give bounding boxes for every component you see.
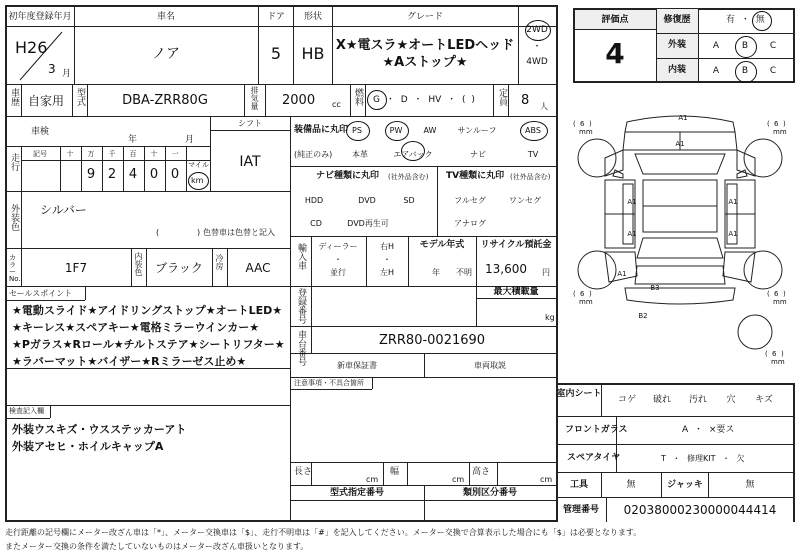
shaken-year-unit: 年 bbox=[128, 135, 138, 145]
model-year-unknown: 不明 bbox=[456, 268, 472, 277]
tire-fl-paren-close: ) bbox=[589, 120, 592, 128]
score-label: 評価点 bbox=[601, 15, 629, 25]
score-value: 4 bbox=[605, 37, 625, 70]
drive-4wd: 4WD bbox=[526, 57, 548, 67]
sales-line-1: ★電動スライド★アイドリングストップ★オートLED★ bbox=[12, 304, 283, 317]
sales-label: セールスポイント bbox=[9, 289, 73, 298]
tire-spare-depth: 6 bbox=[772, 350, 777, 358]
right-hand-drive: 右H bbox=[379, 242, 395, 251]
tire-fr-paren-close: ) bbox=[783, 120, 786, 128]
tv-note: (社外品含む) bbox=[510, 173, 551, 181]
door-label: ドア bbox=[267, 12, 285, 22]
fuel-label: 燃料 bbox=[353, 88, 363, 106]
exterior-note: 色替車は色替と記入 bbox=[203, 228, 275, 237]
car-diagram bbox=[565, 100, 797, 382]
ac-value: AAC bbox=[245, 261, 271, 275]
tv-title: TV種類に丸印 bbox=[446, 171, 505, 181]
equip-navi: ナビ bbox=[470, 150, 486, 159]
equip-airbag: エアバック bbox=[393, 150, 433, 159]
mark-rear-b2: B2 bbox=[638, 312, 648, 320]
inspector-line-1: 外装ウスキズ・ウスステッカーアト bbox=[12, 423, 187, 436]
tire-fr-depth: 6 bbox=[774, 120, 779, 128]
tire-rl-paren-open: ( bbox=[573, 290, 576, 298]
interior-grade-c: C bbox=[769, 66, 777, 76]
first-reg-month: 3 bbox=[48, 62, 56, 76]
nav-title: ナビ種類に丸印 bbox=[316, 171, 380, 181]
tire-rr-depth: 6 bbox=[774, 290, 779, 298]
tire-rear-right bbox=[744, 251, 782, 289]
equip-abs: ABS bbox=[525, 126, 541, 135]
nav-dvd-play: DVD再生可 bbox=[347, 219, 389, 228]
nav-sd: SD bbox=[403, 196, 415, 205]
mileage-digit-4: 0 bbox=[149, 167, 159, 182]
owner-manual: 車両取説 bbox=[474, 361, 506, 370]
windshield-options: A ・ ×要ス bbox=[682, 425, 735, 435]
tire-spare-paren-close: ) bbox=[781, 350, 784, 358]
tire-rr-paren-close: ) bbox=[783, 290, 786, 298]
tire-rear-left bbox=[578, 251, 616, 289]
mark-right-rear-door: A1 bbox=[728, 230, 738, 238]
color-no: 1F7 bbox=[64, 261, 88, 275]
mark-left-rear-fender: A1 bbox=[617, 270, 627, 278]
drive-2wd: 2WD bbox=[526, 25, 548, 35]
category-label: 類別区分番号 bbox=[462, 488, 518, 498]
color-no-label: カラーNo. bbox=[9, 254, 21, 283]
tire-fl-unit: mm bbox=[579, 128, 593, 136]
width-label: 幅 bbox=[390, 467, 400, 477]
car-name: ノア bbox=[152, 46, 180, 62]
equip-ps: PS bbox=[352, 126, 362, 135]
recycle-value: 13,600 bbox=[485, 262, 527, 276]
mgmt-label: 管理番号 bbox=[562, 505, 600, 515]
ac-label: 冷房 bbox=[215, 254, 224, 270]
digit-header-kigo: 記号 bbox=[33, 150, 47, 158]
mileage-digit-5: 0 bbox=[170, 167, 180, 182]
seat-option-burn: コゲ bbox=[617, 395, 637, 405]
jack-value: 無 bbox=[745, 480, 755, 490]
tire-fl-depth: 6 bbox=[580, 120, 585, 128]
tire-spare-paren-open: ( bbox=[765, 350, 768, 358]
sales-line-2: ★キーレス★スペアキー★電格ミラーウインカー★ bbox=[12, 321, 260, 334]
mark-left-rear-door: A1 bbox=[627, 230, 637, 238]
interior-color: ブラック bbox=[155, 261, 203, 275]
equip-pw: PW bbox=[389, 126, 403, 135]
shift-value: IAT bbox=[239, 154, 261, 170]
tire-spare bbox=[738, 315, 772, 349]
nav-cd: CD bbox=[310, 219, 322, 228]
equipment-sub-label: (純正のみ) bbox=[294, 150, 333, 159]
import-parallel: 並行 bbox=[330, 268, 346, 277]
mgmt-number: 02038000230000044414 bbox=[623, 503, 777, 517]
grade-line2: ★Aストップ★ bbox=[382, 55, 468, 70]
height-unit: cm bbox=[540, 475, 553, 484]
footer-line-2: またメーター交換の条件を満たしていないものはメーター改ざん車扱いとなります。 bbox=[5, 542, 309, 551]
tire-front-left bbox=[578, 139, 616, 177]
first-reg-month-unit: 月 bbox=[62, 69, 72, 79]
capacity-unit: 人 bbox=[540, 102, 548, 111]
model-designation-label: 型式指定番号 bbox=[329, 488, 385, 498]
model-label: 型式 bbox=[75, 88, 85, 106]
mileage-digit-3: 4 bbox=[128, 167, 138, 182]
import-dealer: ディーラー bbox=[318, 242, 358, 251]
exterior-paren-open: ( bbox=[156, 228, 160, 237]
seat-option-scratch: キズ bbox=[755, 395, 773, 405]
first-reg-year: H26 bbox=[15, 38, 48, 57]
seat-label-line1: 室内シート bbox=[556, 389, 602, 399]
tire-fl-paren-open: ( bbox=[573, 120, 576, 128]
height-label: 高さ bbox=[472, 467, 491, 477]
drive-dot: ・ bbox=[532, 42, 542, 52]
tv-fullseg: フルセグ bbox=[454, 196, 486, 205]
km-label: km bbox=[191, 176, 204, 185]
equip-tv: TV bbox=[527, 150, 539, 159]
tire-front-right bbox=[744, 139, 782, 177]
shift-label: シフト bbox=[238, 119, 262, 128]
recycle-label: リサイクル預託金 bbox=[480, 240, 552, 250]
mark-right-front-door: A1 bbox=[728, 198, 738, 206]
interior-grade-a: A bbox=[712, 66, 720, 76]
nav-hdd: HDD bbox=[304, 196, 324, 205]
max-load-unit: kg bbox=[545, 313, 555, 322]
registration-label: 登録番号 bbox=[296, 288, 306, 324]
displacement-unit: cc bbox=[332, 100, 341, 109]
exterior-label: 外装色 bbox=[9, 204, 19, 231]
left-hand-drive: 左H bbox=[379, 268, 395, 277]
digit-header-man: 万 bbox=[87, 150, 95, 158]
equip-sunroof: サンルーフ bbox=[457, 126, 497, 135]
tire-rr-unit: mm bbox=[773, 298, 787, 306]
mark-rear-bumper-b3: B3 bbox=[650, 284, 660, 292]
tire-rr-paren-open: ( bbox=[767, 290, 770, 298]
body-shape: HB bbox=[301, 44, 325, 63]
displacement-value: 2000 bbox=[282, 93, 316, 108]
shaken-month-unit: 月 bbox=[185, 135, 195, 145]
nav-note: (社外品含む) bbox=[388, 173, 429, 181]
exterior-grade-label: 外装 bbox=[667, 40, 687, 50]
length-unit: cm bbox=[366, 475, 379, 484]
max-load-label: 最大積載量 bbox=[493, 287, 539, 297]
mileage-label: 走行 bbox=[9, 153, 19, 171]
shape-label: 形状 bbox=[303, 12, 323, 22]
usage-value: 自家用 bbox=[27, 94, 65, 108]
tire-rl-depth: 6 bbox=[580, 290, 585, 298]
repair-label: 修復歴 bbox=[663, 15, 691, 25]
exterior-grade-a: A bbox=[712, 41, 720, 51]
repair-none-circle bbox=[752, 11, 772, 31]
mark-front: A1 bbox=[675, 140, 685, 148]
grade-line1: X★電スラ★オートLEDヘッド bbox=[335, 38, 515, 53]
interior-color-label: 内装色 bbox=[134, 252, 143, 276]
equip-aw: AW bbox=[423, 126, 437, 135]
import-dot-1: ・ bbox=[334, 255, 342, 264]
width-unit: cm bbox=[452, 475, 465, 484]
shaken-label: 車検 bbox=[30, 127, 50, 137]
tv-analog: アナログ bbox=[454, 219, 486, 228]
inspector-line-2: 外装アセヒ・ホイルキャップA bbox=[12, 440, 164, 453]
exterior-b-circle bbox=[735, 36, 757, 58]
sales-line-3: ★Pガラス★Rロール★チルトステア★シートリフター★ bbox=[12, 338, 285, 351]
seat-option-hole: 穴 bbox=[726, 395, 736, 405]
model-year-label: モデル年式 bbox=[419, 240, 465, 250]
windshield-label: フロントガラス bbox=[565, 425, 628, 435]
tire-fr-unit: mm bbox=[773, 128, 787, 136]
chassis-number: ZRR80-0021690 bbox=[378, 333, 486, 348]
digit-header-ju: 十 bbox=[150, 150, 158, 158]
mileage-digit-1: 9 bbox=[86, 167, 96, 182]
tire-rl-paren-close: ) bbox=[589, 290, 592, 298]
chassis-label: 車台番号 bbox=[296, 330, 306, 366]
seat-option-stain: 汚れ bbox=[688, 395, 708, 405]
displacement-label: 排気量 bbox=[250, 86, 259, 110]
equipment-label: 装備品に丸印 bbox=[294, 125, 349, 135]
sales-line-4: ★ラバーマット★バイザー★Rミラーゼス止め★ bbox=[12, 355, 247, 368]
interior-b-circle bbox=[735, 61, 757, 83]
first-reg-label: 初年度登録年月 bbox=[8, 12, 72, 22]
model-value: DBA-ZRR80G bbox=[122, 93, 208, 108]
length-label: 長さ bbox=[294, 467, 313, 477]
digit-header-ichi: 一 bbox=[171, 150, 179, 158]
mark-hood: A1 bbox=[678, 114, 688, 122]
capacity-label: 定員 bbox=[497, 88, 507, 106]
spare-label: スペアタイヤ bbox=[567, 453, 621, 463]
tools-value: 無 bbox=[626, 480, 636, 490]
exterior-grade-c: C bbox=[769, 41, 777, 51]
footer-line-1: 走行距離の記号欄にメーター改ざん車は「*」、メーター交換車は「$」、走行不明車は「#」を記入してください。メーター交換で合算表示した場合にも「$」は必要となります。 bbox=[5, 528, 642, 537]
model-year-unit: 年 bbox=[432, 268, 440, 277]
tire-rl-unit: mm bbox=[579, 298, 593, 306]
grade-label: グレード bbox=[406, 12, 444, 22]
import-label: 輸入車 bbox=[296, 243, 306, 270]
mile-label: マイル bbox=[188, 161, 209, 169]
digit-header-hyaku: 百 bbox=[129, 150, 137, 158]
jack-label: ジャッキ bbox=[667, 480, 703, 490]
import-dot-2: ・ bbox=[383, 255, 391, 264]
tools-label: 工具 bbox=[569, 480, 589, 490]
tire-fr-paren-open: ( bbox=[767, 120, 770, 128]
car-name-label: 車名 bbox=[156, 12, 176, 22]
mileage-digit-2: 2 bbox=[107, 167, 117, 182]
exterior-color: シルバー bbox=[40, 203, 87, 217]
mark-left-front-door: A1 bbox=[627, 198, 637, 206]
door-count: 5 bbox=[270, 44, 282, 63]
inspector-label: 検査記入欄 bbox=[9, 407, 44, 415]
spare-options: T ・ 修理KIT ・ 欠 bbox=[661, 454, 745, 463]
tire-spare-unit: mm bbox=[771, 358, 785, 366]
interior-grade-label: 内装 bbox=[667, 65, 687, 75]
interior-grade-b: B bbox=[741, 66, 749, 76]
fuel-options: G ・ D ・ HV ・ ( ) bbox=[373, 95, 475, 105]
usage-label: 車歴 bbox=[9, 88, 19, 106]
nav-dvd: DVD bbox=[358, 196, 376, 205]
tv-oneseg: ワンセグ bbox=[509, 196, 541, 205]
exterior-grade-b: B bbox=[741, 41, 749, 51]
repair-options: 有 ・ 無 bbox=[726, 15, 765, 25]
equip-leather: 本革 bbox=[352, 150, 368, 159]
new-car-warranty: 新車保証書 bbox=[337, 361, 377, 370]
seat-option-tear: 破れ bbox=[652, 395, 672, 405]
notes-label: 注意事項・不具合箇所 bbox=[294, 379, 364, 387]
digit-header-10man: 十 bbox=[66, 150, 74, 158]
recycle-unit: 円 bbox=[542, 268, 550, 277]
exterior-paren-close: ) bbox=[197, 228, 201, 237]
capacity-value: 8 bbox=[521, 93, 530, 108]
digit-header-sen: 千 bbox=[108, 150, 116, 158]
